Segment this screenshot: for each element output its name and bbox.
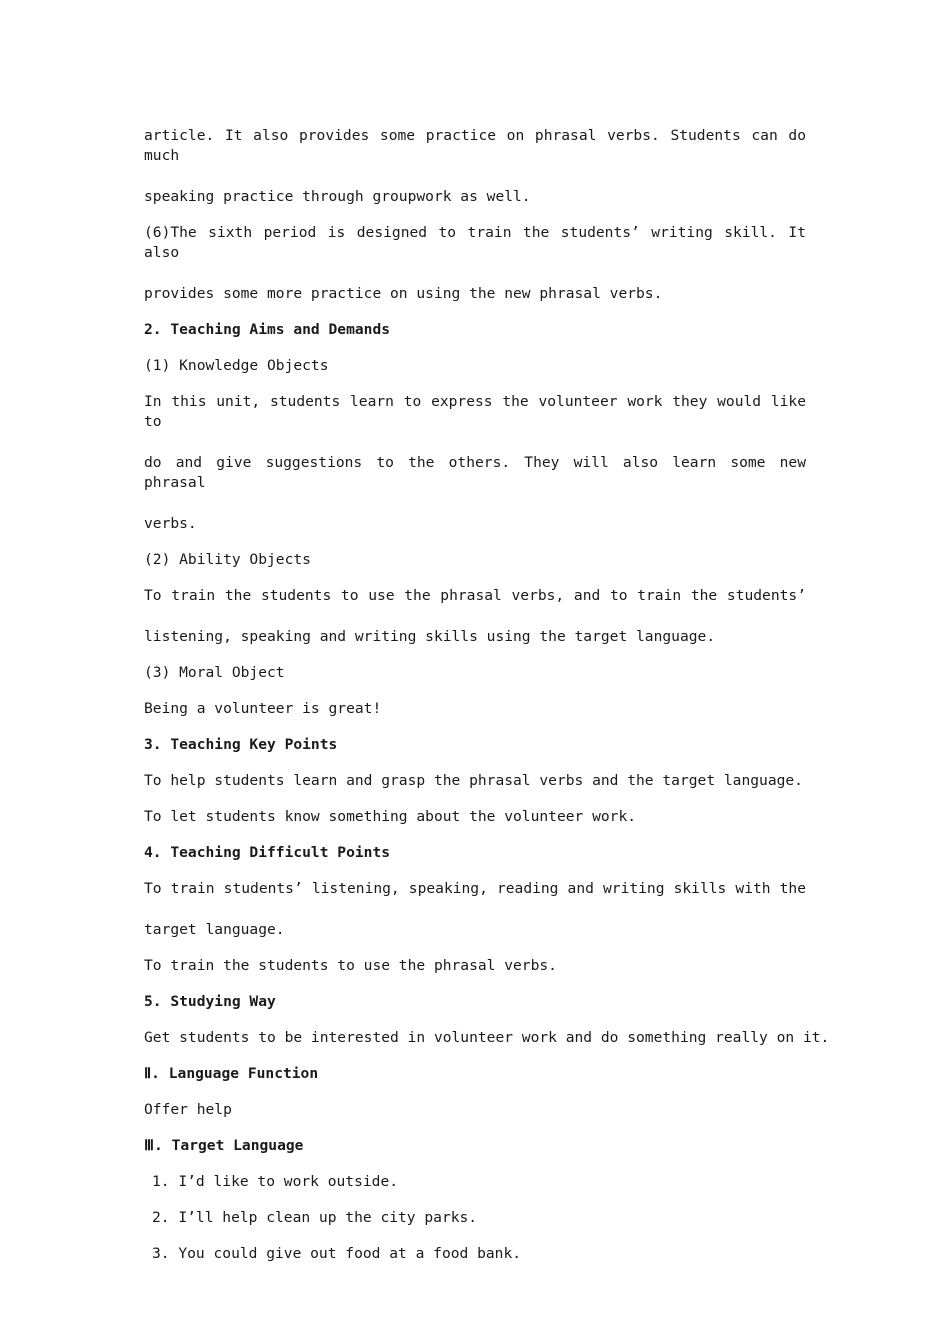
paragraph-line: To train the students to use the phrasal verbs. [144, 957, 557, 974]
section-heading-aims: 2. Teaching Aims and Demands [144, 321, 391, 338]
paragraph-line: To train the students to use the phrasal verbs, and to train the students’ [144, 587, 806, 604]
paragraph-line: target language. [144, 921, 285, 938]
section-heading-studying-way: 5. Studying Way [144, 993, 276, 1010]
list-item: 1. I’d like to work outside. [152, 1173, 399, 1190]
subsection-title-moral: (3) Moral Object [144, 664, 285, 681]
document-page [144, 126, 830, 1280]
paragraph-line: Offer help [144, 1101, 232, 1118]
list-item: 3. You could give out food at a food bank. [152, 1245, 522, 1262]
paragraph-line: listening, speaking and writing skills using the target language. [144, 628, 716, 645]
subsection-title-ability: (2) Ability Objects [144, 551, 311, 568]
section-heading-difficult-points: 4. Teaching Difficult Points [144, 844, 391, 861]
paragraph-line: In this unit, students learn to express the volunteer work they would like to [144, 393, 806, 430]
paragraph-line: do and give suggestions to the others. They will also learn some new phrasal [144, 454, 806, 491]
section-heading-target-language: Ⅲ. Target Language [144, 1137, 304, 1154]
paragraph-line: (6)The sixth period is designed to train the students’ writing skill. It also [144, 224, 806, 261]
subsection-title-knowledge: (1) Knowledge Objects [144, 357, 329, 374]
paragraph-line: To train students’ listening, speaking, reading and writing skills with the [144, 880, 806, 897]
list-item: 2. I’ll help clean up the city parks. [152, 1209, 478, 1226]
section-heading-language-function: Ⅱ. Language Function [144, 1065, 319, 1082]
paragraph-line: To let students know something about the volunteer work. [144, 808, 637, 825]
paragraph-line: Being a volunteer is great! [144, 700, 382, 717]
paragraph-line: Get students to be interested in volunteer work and do something really on it. [144, 1029, 830, 1046]
paragraph-line: To help students learn and grasp the phrasal verbs and the target language. [144, 772, 803, 789]
section-heading-key-points: 3. Teaching Key Points [144, 736, 338, 753]
paragraph-line: verbs. [144, 515, 197, 532]
paragraph-line: provides some more practice on using the new phrasal verbs. [144, 285, 663, 302]
paragraph-line: article. It also provides some practice on phrasal verbs. Students can do much [144, 127, 806, 164]
paragraph-line: speaking practice through groupwork as well. [144, 188, 531, 205]
